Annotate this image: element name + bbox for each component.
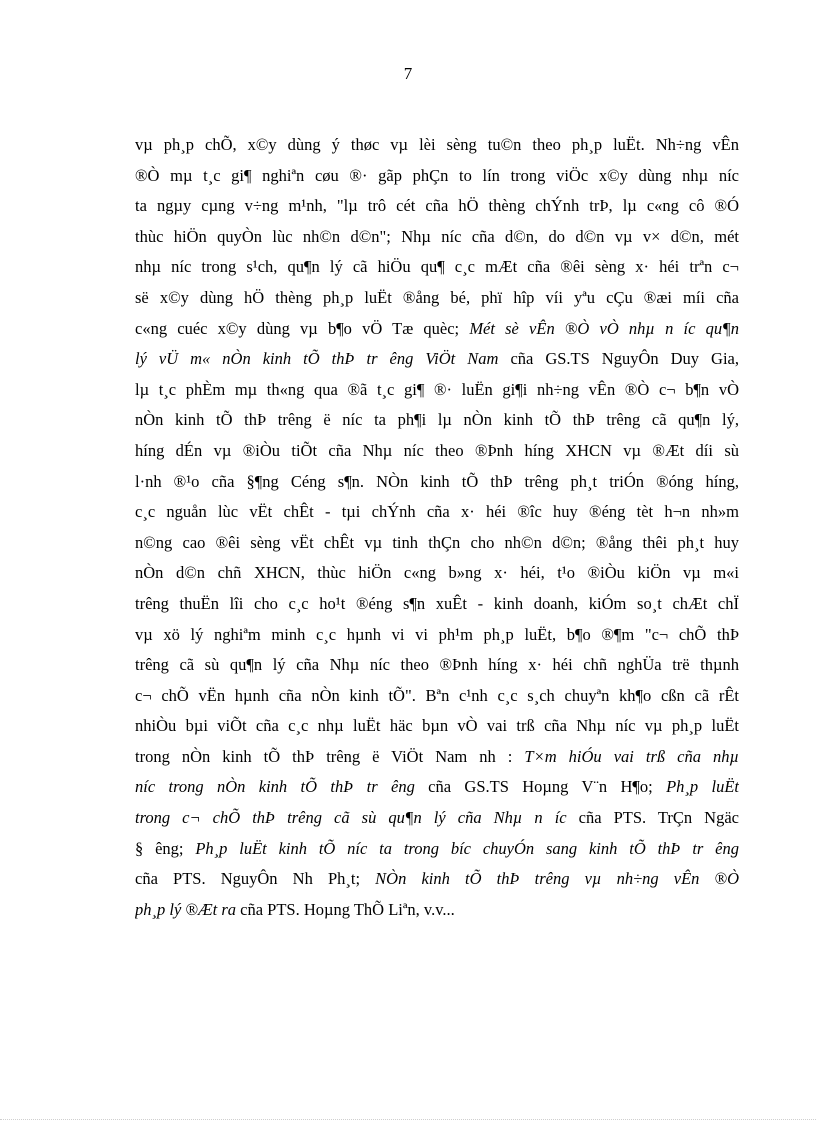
text-line: [135, 650, 739, 681]
text-line: [135, 252, 739, 283]
text-line: [135, 589, 739, 620]
page-bottom-border: [0, 1119, 816, 1120]
italic-title-segment: T×m hiÓu vai trß cña nhµ: [524, 746, 739, 766]
text-segment: vµ xö lý nghiªm minh c¸c hµnh vi vi ph¹m ph¸p luËt, b¶o ®¶m "c¬ chÕ thÞ: [135, 624, 739, 644]
text-line: [135, 344, 739, 375]
text-line: [135, 772, 739, 803]
text-line: [135, 161, 739, 192]
italic-title-segment: Mét sè vÊn ®Ò vÒ nhµ n íc qu¶n: [469, 318, 739, 338]
text-segment: § êng;: [135, 838, 196, 858]
text-line: [135, 864, 739, 895]
text-segment: thùc hiÖn quyÒn lùc nh©n d©n"; Nhµ níc cña d©n, do d©n vµ v× d©n, mét: [135, 226, 739, 246]
italic-title-segment: Ph¸p luËt kinh tÕ níc ta trong bíc chuyÓn sang kinh tÕ thÞ tr êng: [195, 838, 739, 858]
text-line: [135, 130, 739, 161]
text-segment: së x©y dùng hÖ thèng ph¸p luËt ®ång bé, phï hîp víi yªu cÇu ®æi míi cña: [135, 287, 739, 307]
text-segment: vµ ph¸p chÕ, x©y dùng ý thøc vµ lèi sèng tu©n theo ph¸p luËt. Nh÷ng vÊn: [135, 135, 739, 154]
italic-title-segment: lý vÜ m« nÒn kinh tÕ thÞ tr êng ViÖt Nam: [135, 349, 511, 369]
text-line: [135, 191, 739, 222]
text-segment: c¬ chÕ vËn hµnh cña nÒn kinh tÕ". Bªn c¹nh c¸c s¸ch chuyªn kh¶o cßn cã rÊt: [135, 685, 739, 705]
text-segment: ®Ò mµ t¸c gi¶ nghiªn cøu ®· gãp phÇn to lín trong viÖc x©y dùng nhµ níc: [135, 165, 739, 185]
text-segment: híng dÉn vµ ®iÒu tiÕt cña Nhµ níc theo ®Þnh híng XHCN vµ ®Æt díi sù: [135, 440, 739, 460]
text-segment: nhiÒu bµi viÕt cña c¸c nhµ luËt häc bµn vÒ vai trß cña Nhµ níc vµ ph¸p luËt: [135, 716, 739, 736]
text-line: [135, 528, 739, 559]
text-segment: nÒn kinh tÕ thÞ trêng ë níc ta ph¶i lµ nÒn kinh tÕ thÞ trêng cã qu¶n lý,: [135, 410, 739, 430]
italic-title-segment: NÒn kinh tÕ thÞ trêng vµ nh÷ng vÊn ®Ò: [375, 869, 739, 889]
italic-title-segment: níc trong nÒn kinh tÕ thÞ tr êng: [135, 777, 429, 797]
text-segment: trêng thuËn lîi cho c¸c ho¹t ®éng s¶n xuÊt - kinh doanh, kiÓm so¸t chÆt chÏ: [135, 593, 739, 613]
text-line: [135, 803, 739, 834]
text-line: [135, 436, 739, 467]
text-line: [135, 681, 739, 712]
text-segment: cña PTS. TrÇn Ngäc: [578, 808, 739, 828]
text-line: [135, 314, 739, 345]
text-line: [135, 711, 739, 742]
italic-title-segment: ph¸p lý ®Æt ra: [135, 899, 241, 919]
text-segment: trêng cã sù qu¶n lý cña Nhµ níc theo ®Þnh híng x· héi chñ nghÜa trë thµnh: [135, 655, 739, 675]
text-segment: c«ng cuéc x©y dùng vµ b¶o vÖ Tæ quèc;: [135, 318, 470, 338]
text-line: [135, 497, 739, 528]
text-segment: l·nh ®¹o cña §¶ng Céng s¶n. NÒn kinh tÕ thÞ trêng ph¸t triÓn ®óng híng,: [135, 471, 739, 491]
text-line: [135, 222, 739, 253]
text-segment: trong nÒn kinh tÕ thÞ trêng ë ViÖt Nam nh :: [135, 746, 525, 766]
text-segment: lµ t¸c phÈm mµ th«ng qua ®ã t¸c gi¶ ®· luËn gi¶i nh÷ng vÊn ®Ò c¬ b¶n vÒ: [135, 379, 739, 399]
text-line: [135, 405, 739, 436]
text-line: [135, 375, 739, 406]
text-line: [135, 620, 739, 651]
text-line: [135, 895, 739, 926]
text-segment: cña GS.TS Hoµng V¨n H¶o;: [428, 777, 667, 797]
body-paragraph: [135, 130, 739, 925]
text-segment: n©ng cao ®êi sèng vËt chÊt vµ tinh thÇn cho nh©n d©n; ®ång thêi ph¸t huy: [135, 532, 739, 552]
text-line: [135, 283, 739, 314]
italic-title-segment: Ph¸p luËt: [666, 777, 739, 797]
text-segment: nhµ níc trong s¹ch, qu¶n lý cã hiÖu qu¶ c¸c mÆt cña ®êi sèng x· héi trªn c¬: [135, 257, 739, 277]
text-segment: cña PTS. NguyÔn Nh Ph¸t;: [135, 869, 376, 889]
text-segment: ta ngµy cµng v÷ng m¹nh, "lµ trô cét cña hÖ thèng chÝnh trÞ, lµ c«ng cô ®Ó: [135, 196, 739, 216]
text-line: [135, 742, 739, 773]
text-line: [135, 467, 739, 498]
text-line: [135, 834, 739, 865]
text-segment: c¸c nguån lùc vËt chÊt - tµi chÝnh cña x· héi ®îc huy ®éng tèt h¬n nh»m: [135, 502, 739, 522]
text-segment: cña PTS. Hoµng ThÕ Liªn, v.v...: [240, 899, 455, 919]
italic-title-segment: trong c¬ chÕ thÞ trêng cã sù qu¶n lý cña Nhµ n íc: [135, 808, 579, 828]
text-segment: nÒn d©n chñ XHCN, thùc hiÖn c«ng b»ng x· héi, t¹o ®iÒu kiÖn vµ m«i: [135, 563, 739, 583]
text-segment: cña GS.TS NguyÔn Duy Gia,: [510, 349, 739, 369]
text-line: [135, 558, 739, 589]
page-number: 7: [403, 64, 413, 83]
